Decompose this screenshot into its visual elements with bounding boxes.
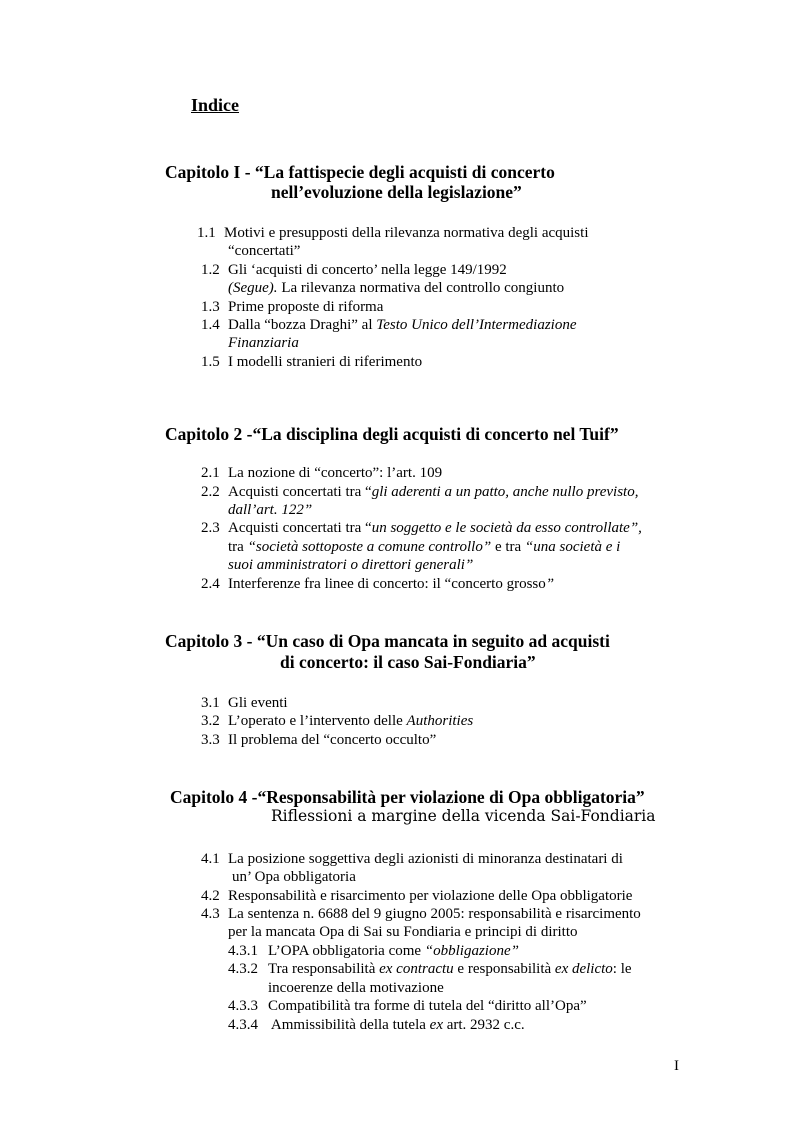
toc-entry-4-3-2: 4.3.2 Tra responsabilità ex contractu e responsabilità ex delicto: le (228, 961, 632, 977)
toc-entry-2-3: 2.3 Acquisti concertati tra “un soggetto e le società da esso controllate”, (201, 520, 642, 536)
chapter-2-heading: Capitolo 2 -“La disciplina degli acquisti di concerto nel Tuif” (165, 424, 619, 444)
toc-entry-1-1-cont: “concertati” (228, 243, 301, 259)
toc-entry-1-5: 1.5 I modelli stranieri di riferimento (201, 354, 423, 370)
chapter-4-subheading: Riflessioni a margine della vicenda Sai-Fondiaria (271, 807, 656, 825)
toc-entry-2-1: 2.1 La nozione di “concerto”: l’art. 109 (201, 465, 443, 481)
toc-entry-1-3: 1.3 Prime proposte di riforma (201, 299, 384, 315)
toc-entry-2-4: 2.4 Interferenze fra linee di concerto: il “concerto grosso” (201, 576, 555, 592)
toc-entry-4-2: 4.2 Responsabilità e risarcimento per violazione delle Opa obbligatorie (201, 888, 633, 904)
toc-entry-3-2: 3.2 L’operato e l’intervento delle Authorities (201, 713, 474, 729)
chapter-3-heading-cont: di concerto: il caso Sai-Fondiaria” (280, 652, 536, 672)
toc-entry-4-3: 4.3 La sentenza n. 6688 del 9 giugno 2005: responsabilità e risarcimento (201, 906, 641, 922)
toc-entry-1-2: 1.2 Gli ‘acquisti di concerto’ nella legge 149/1992 (201, 262, 507, 278)
toc-entry-2-3-cont2: suoi amministratori o direttori generali” (228, 557, 474, 573)
chapter-1-heading: Capitolo I - “La fattispecie degli acquisti di concerto (165, 162, 555, 182)
toc-entry-1-4: 1.4 Dalla “bozza Draghi” al Testo Unico dell’Intermediazione (201, 317, 577, 333)
toc-entry-4-3-3: 4.3.3 Compatibilità tra forme di tutela del “diritto all’Opa” (228, 998, 587, 1014)
toc-entry-4-3-cont: per la mancata Opa di Sai su Fondiaria e principi di diritto (228, 924, 578, 940)
toc-entry-4-3-2-cont: incoerenze della motivazione (268, 980, 444, 996)
toc-entry-4-3-1: 4.3.1 L’OPA obbligatoria come “obbligazione” (228, 943, 519, 959)
toc-entry-2-3-cont: tra “società sottoposte a comune controllo” e tra “una società e i (228, 539, 621, 555)
toc-entry-3-1: 3.1 Gli eventi (201, 695, 288, 711)
toc-entry-4-1: 4.1 La posizione soggettiva degli azionisti di minoranza destinatari di (201, 851, 623, 867)
toc-entry-3-3: 3.3 Il problema del “concerto occulto” (201, 732, 437, 748)
toc-entry-1-1: 1.1 Motivi e presupposti della rilevanza normativa degli acquisti (197, 225, 589, 241)
toc-entry-4-1-cont: un’ Opa obbligatoria (232, 869, 356, 885)
chapter-3-heading: Capitolo 3 - “Un caso di Opa mancata in seguito ad acquisti (165, 631, 610, 651)
page-title: Indice (191, 95, 240, 115)
toc-entry-1-4-cont: Finanziaria (228, 335, 299, 351)
chapter-4-heading: Capitolo 4 -“Responsabilità per violazione di Opa obbligatoria” (170, 787, 645, 807)
toc-entry-1-2-segue: (Segue). La rilevanza normativa del controllo congiunto (228, 280, 565, 296)
toc-entry-2-2-cont: dall’art. 122” (228, 502, 313, 518)
page-number: I (674, 1058, 679, 1074)
toc-entry-2-2: 2.2 Acquisti concertati tra “gli aderenti a un patto, anche nullo previsto, (201, 484, 639, 500)
chapter-1-heading-cont: nell’evoluzione della legislazione” (271, 182, 522, 202)
toc-entry-4-3-4: 4.3.4 Ammissibilità della tutela ex art. 2932 c.c. (228, 1017, 525, 1033)
